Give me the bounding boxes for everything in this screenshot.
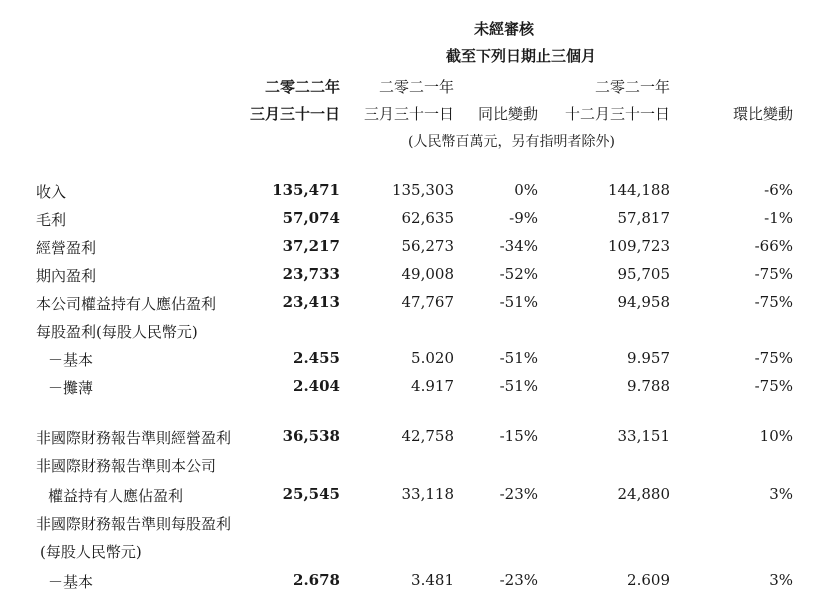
cell-v5: -1% bbox=[764, 209, 793, 227]
cell-v2: 33,118 bbox=[401, 485, 454, 503]
col1-year: 二零二二年 bbox=[264, 78, 340, 96]
cell-v1: 2.455 bbox=[293, 349, 340, 367]
unit-note: (人民幣百萬元，另有指明者除外) bbox=[408, 134, 615, 150]
col2-year: 二零二一年 bbox=[378, 78, 454, 96]
row-label: (每股人民幣元) bbox=[40, 543, 142, 561]
cell-v5: 10% bbox=[759, 427, 793, 445]
row-label: 非國際財務報告準則本公司 bbox=[36, 457, 217, 475]
cell-v3: -51% bbox=[499, 349, 538, 367]
cell-v3: -23% bbox=[499, 571, 538, 589]
col1-date: 三月三十一日 bbox=[249, 105, 340, 123]
cell-v2: 3.481 bbox=[411, 571, 454, 589]
cell-v5: -75% bbox=[754, 377, 793, 395]
cell-v5: -66% bbox=[754, 237, 793, 255]
period-heading: 截至下列日期止三個月 bbox=[446, 47, 597, 65]
cell-v5: 3% bbox=[769, 485, 793, 503]
cell-v4: 9.957 bbox=[627, 349, 670, 367]
row-label: －攤薄 bbox=[48, 379, 94, 397]
cell-v5: -6% bbox=[764, 181, 793, 199]
row-label: －基本 bbox=[48, 351, 94, 369]
row-label: 毛利 bbox=[36, 211, 67, 229]
col3-yoy: 同比變動 bbox=[477, 105, 538, 123]
row-label: 非國際財務報告準則經營盈利 bbox=[36, 429, 232, 447]
cell-v5: -75% bbox=[754, 293, 793, 311]
cell-v3: -51% bbox=[499, 377, 538, 395]
cell-v1: 23,413 bbox=[282, 293, 340, 311]
cell-v4: 57,817 bbox=[617, 209, 670, 227]
cell-v3: -9% bbox=[509, 209, 538, 227]
cell-v1: 2.404 bbox=[293, 377, 340, 395]
col4-year: 二零二一年 bbox=[594, 78, 670, 96]
col2-date: 三月三十一日 bbox=[363, 105, 454, 123]
cell-v3: -15% bbox=[499, 427, 538, 445]
cell-v4: 2.609 bbox=[627, 571, 670, 589]
cell-v3: -23% bbox=[499, 485, 538, 503]
cell-v1: 2.678 bbox=[293, 571, 340, 589]
cell-v5: -75% bbox=[754, 349, 793, 367]
cell-v1: 135,471 bbox=[272, 181, 340, 199]
cell-v3: -51% bbox=[499, 293, 538, 311]
cell-v2: 47,767 bbox=[401, 293, 454, 311]
cell-v4: 94,958 bbox=[617, 293, 670, 311]
cell-v4: 9.788 bbox=[627, 377, 670, 395]
cell-v1: 37,217 bbox=[282, 237, 340, 255]
row-label: 期內盈利 bbox=[36, 267, 97, 285]
cell-v4: 144,188 bbox=[607, 181, 670, 199]
cell-v2: 5.020 bbox=[411, 349, 454, 367]
cell-v3: -52% bbox=[499, 265, 538, 283]
col5-qoq: 環比變動 bbox=[732, 105, 793, 123]
unaudited-heading: 未經審核 bbox=[474, 20, 535, 38]
row-label: 本公司權益持有人應佔盈利 bbox=[36, 295, 217, 313]
row-label: 每股盈利(每股人民幣元) bbox=[36, 323, 198, 341]
cell-v4: 33,151 bbox=[617, 427, 670, 445]
row-label: 經營盈利 bbox=[36, 239, 97, 257]
cell-v4: 24,880 bbox=[617, 485, 670, 503]
row-label: －基本 bbox=[48, 573, 94, 591]
row-label: 權益持有人應佔盈利 bbox=[48, 487, 184, 505]
cell-v2: 135,303 bbox=[391, 181, 454, 199]
row-label: 非國際財務報告準則每股盈利 bbox=[36, 515, 232, 533]
cell-v1: 23,733 bbox=[282, 265, 340, 283]
cell-v1: 36,538 bbox=[282, 427, 340, 445]
cell-v1: 57,074 bbox=[282, 209, 340, 227]
cell-v2: 49,008 bbox=[401, 265, 454, 283]
cell-v2: 62,635 bbox=[401, 209, 454, 227]
cell-v4: 95,705 bbox=[617, 265, 670, 283]
row-label: 收入 bbox=[36, 183, 67, 201]
cell-v4: 109,723 bbox=[607, 237, 670, 255]
cell-v2: 42,758 bbox=[401, 427, 454, 445]
cell-v2: 56,273 bbox=[401, 237, 454, 255]
cell-v3: 0% bbox=[514, 181, 538, 199]
cell-v2: 4.917 bbox=[411, 377, 454, 395]
cell-v1: 25,545 bbox=[282, 485, 340, 503]
cell-v5: -75% bbox=[754, 265, 793, 283]
cell-v3: -34% bbox=[499, 237, 538, 255]
col4-date: 十二月三十一日 bbox=[564, 105, 670, 123]
cell-v5: 3% bbox=[769, 571, 793, 589]
